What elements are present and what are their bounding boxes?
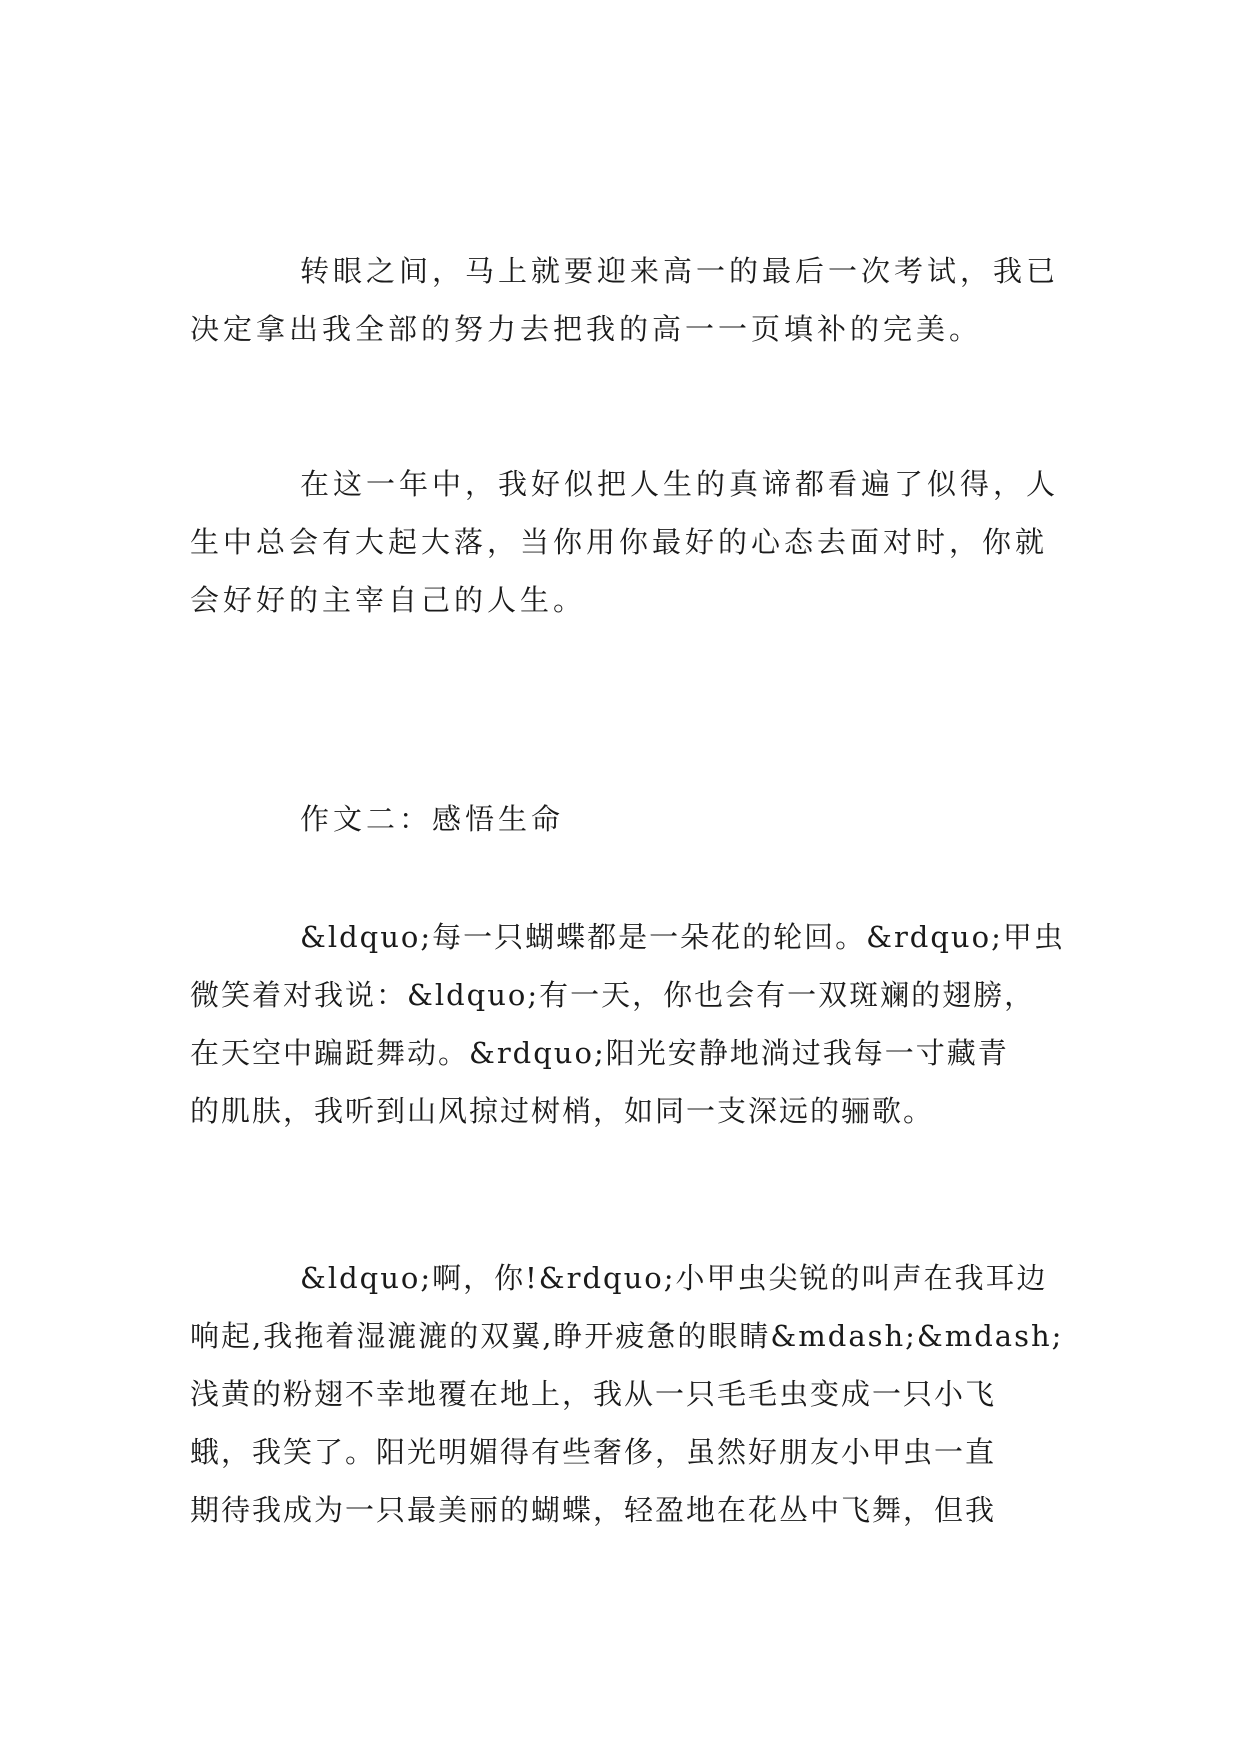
essay-heading: 作文二：感悟生命 bbox=[300, 802, 565, 836]
paragraph-moth bbox=[190, 1249, 1090, 1539]
paragraph-exam bbox=[190, 242, 1070, 358]
paragraph-life-truth bbox=[190, 455, 1070, 629]
paragraph-butterfly bbox=[190, 908, 1090, 1140]
paragraph-line: 的肌肤，我听到山风掠过树梢，如同一支深远的骊歌。 bbox=[190, 1094, 935, 1128]
paragraph-line: 会好好的主宰自己的人生。 bbox=[190, 583, 587, 617]
paragraph-line: 微笑着对我说：&ldquo;有一天，你也会有一双斑斓的翅膀， bbox=[190, 978, 1036, 1012]
paragraph-line: 决定拿出我全部的努力去把我的高一一页填补的完美。 bbox=[190, 312, 983, 346]
paragraph-line: &ldquo;每一只蝴蝶都是一朵花的轮回。&rdquo;甲虫 bbox=[300, 920, 1065, 954]
paragraph-line: 蛾，我笑了。阳光明媚得有些奢侈，虽然好朋友小甲虫一直 bbox=[190, 1435, 997, 1469]
paragraph-line: 转眼之间，马上就要迎来高一的最后一次考试，我已 bbox=[300, 254, 1060, 288]
paragraph-line: 浅黄的粉翅不幸地覆在地上，我从一只毛毛虫变成一只小飞 bbox=[190, 1377, 997, 1411]
paragraph-line: 在这一年中，我好似把人生的真谛都看遍了似得，人 bbox=[300, 467, 1060, 501]
paragraph-line: 生中总会有大起大落，当你用你最好的心态去面对时，你就 bbox=[190, 525, 1049, 559]
paragraph-line: 期待我成为一只最美丽的蝴蝶，轻盈地在花丛中飞舞，但我 bbox=[190, 1493, 997, 1527]
paragraph-line: 在天空中蹁跹舞动。&rdquo;阳光安静地淌过我每一寸藏青 bbox=[190, 1036, 1009, 1070]
paragraph-line: 响起,我拖着湿漉漉的双翼,睁开疲惫的眼睛&mdash;&mdash; bbox=[190, 1319, 1064, 1353]
paragraph-line: &ldquo;啊，你!&rdquo;小甲虫尖锐的叫声在我耳边 bbox=[300, 1261, 1048, 1295]
